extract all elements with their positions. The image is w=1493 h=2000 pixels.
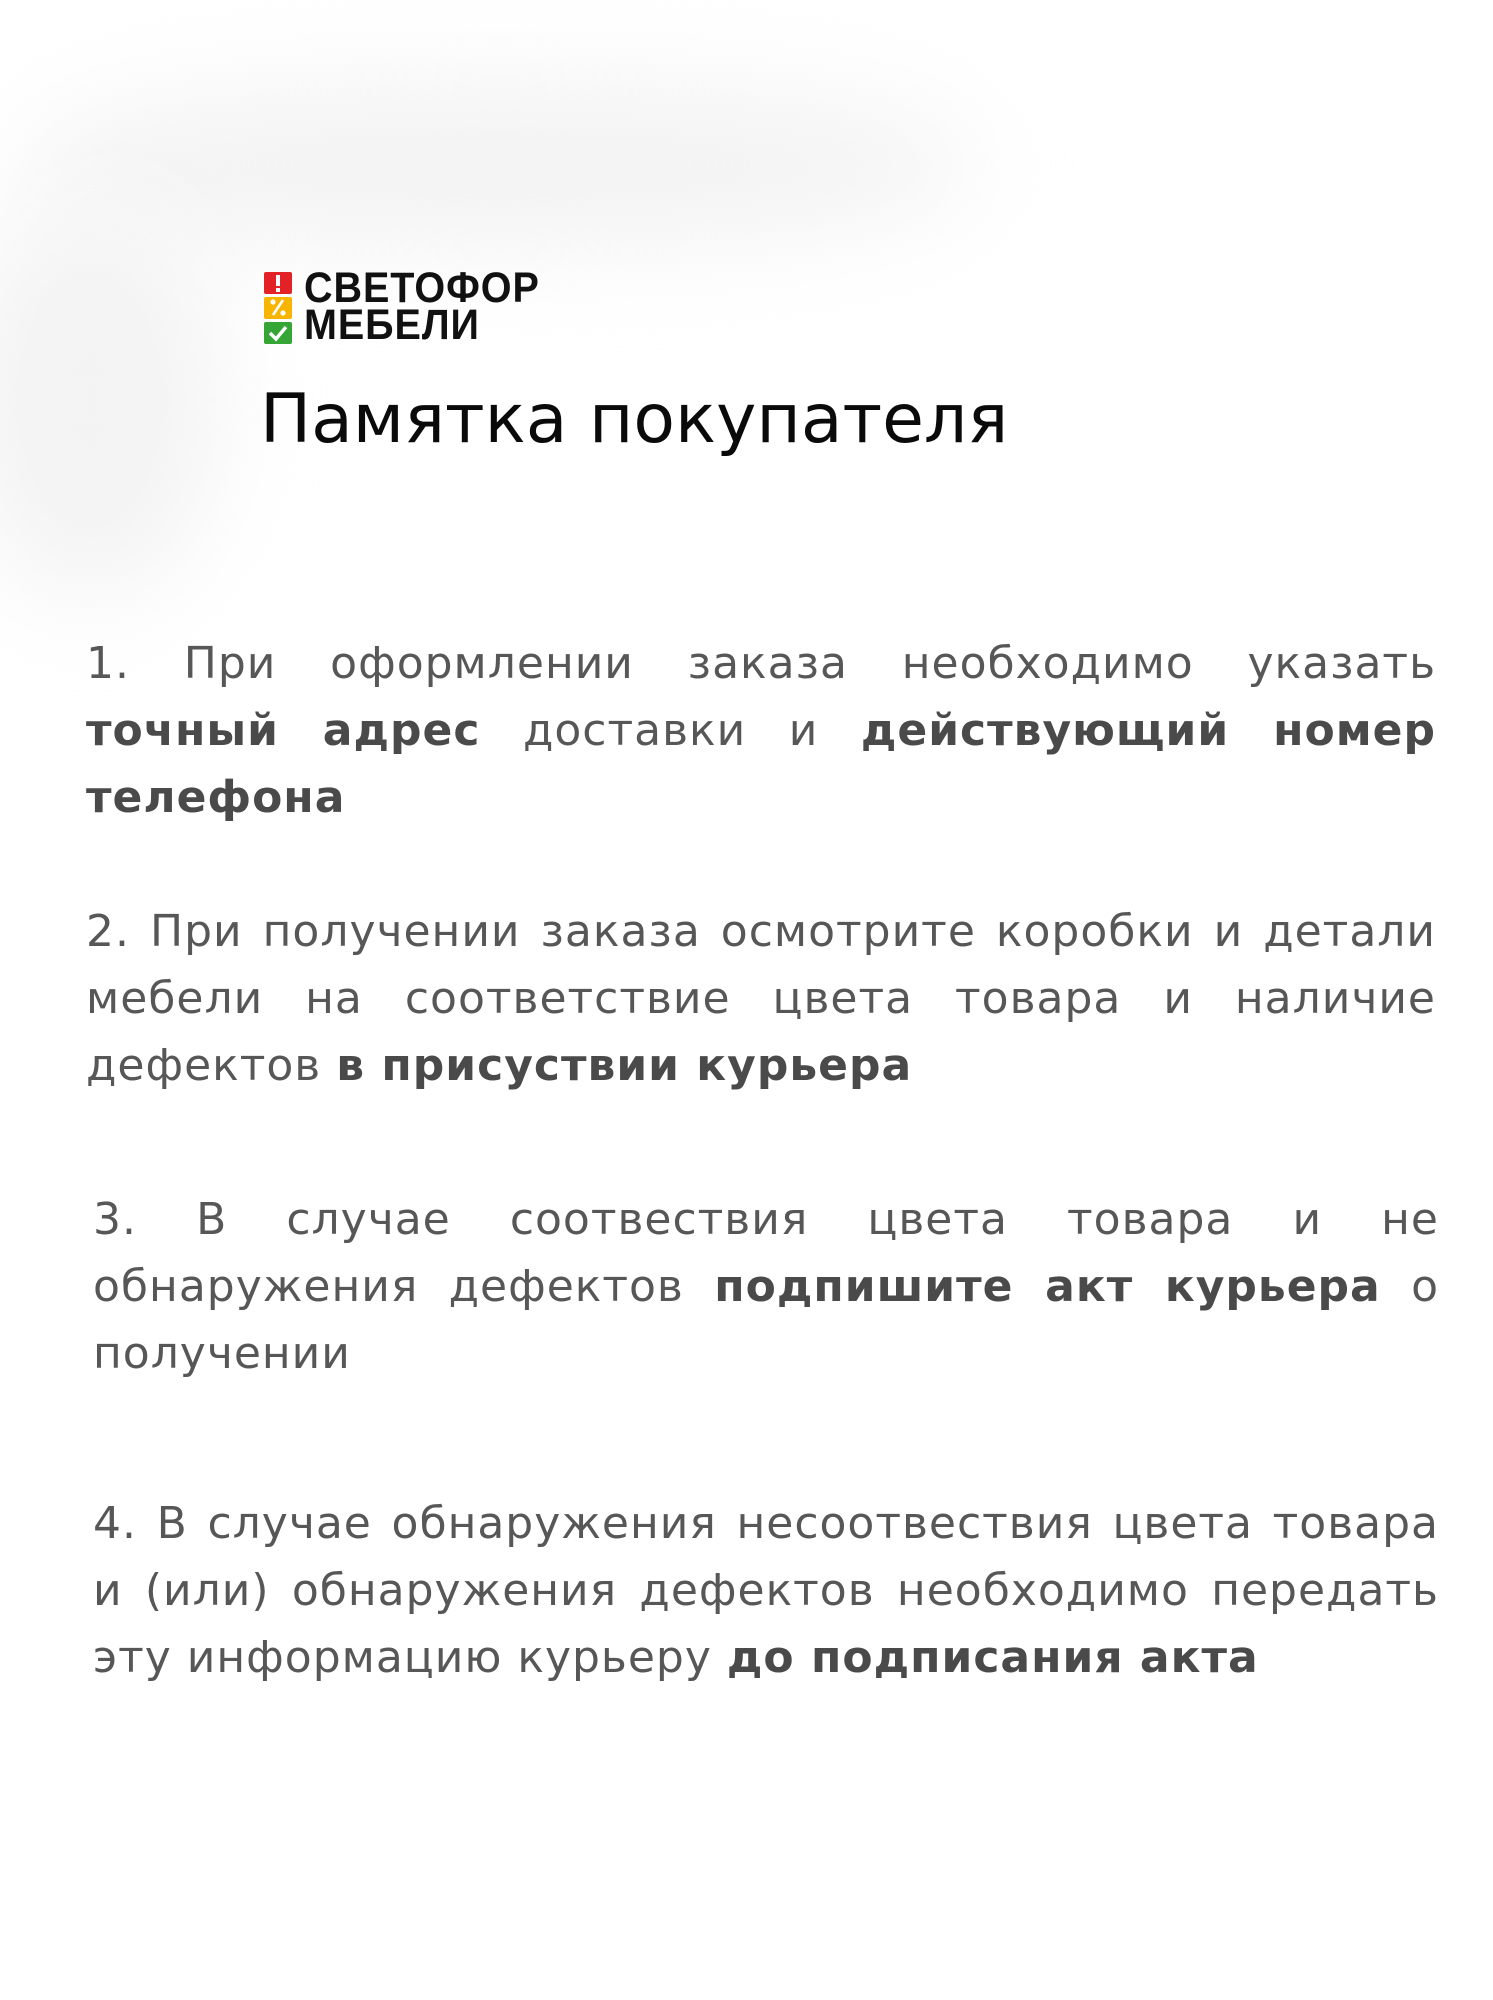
memo-item-emphasis: точный адрес xyxy=(86,705,481,756)
memo-item-text: 4. В случае обнаружения несоотвествия цвета товара и (или) обнаружения дефектов необходимо передать эту информацию курьеру xyxy=(93,1498,1439,1683)
memo-item-text: 3. В случае соотвествия цвета товара и не обнаружения дефектов xyxy=(93,1194,1439,1312)
brand-name-line2: МЕБЕЛИ xyxy=(304,301,480,349)
memo-item-4 xyxy=(93,1490,1439,1691)
memo-item-emphasis: действующий номер телефона xyxy=(86,705,1436,823)
memo-item-emphasis: подпишите акт курьера xyxy=(714,1261,1381,1312)
memo-item-text: доставки и xyxy=(480,705,861,756)
memo-item-text: 1. При оформлении заказа необходимо указать xyxy=(86,638,1436,689)
memo-item-text: 2. При получении заказа осмотрите коробки и детали мебели на соответствие цвета товара и наличие дефектов xyxy=(86,906,1436,1091)
memo-item-emphasis: до подписания акта xyxy=(726,1632,1259,1683)
brand-name-line1: СВЕТОФОР xyxy=(304,264,540,312)
memo-item-text: о получении xyxy=(93,1261,1439,1379)
memo-item-2 xyxy=(86,898,1436,1099)
memo-item-emphasis: в присуствии курьера xyxy=(336,1040,913,1091)
memo-item-1 xyxy=(86,630,1436,831)
memo-item-3 xyxy=(93,1186,1439,1387)
page-title: Памятка покупателя xyxy=(260,380,1009,459)
